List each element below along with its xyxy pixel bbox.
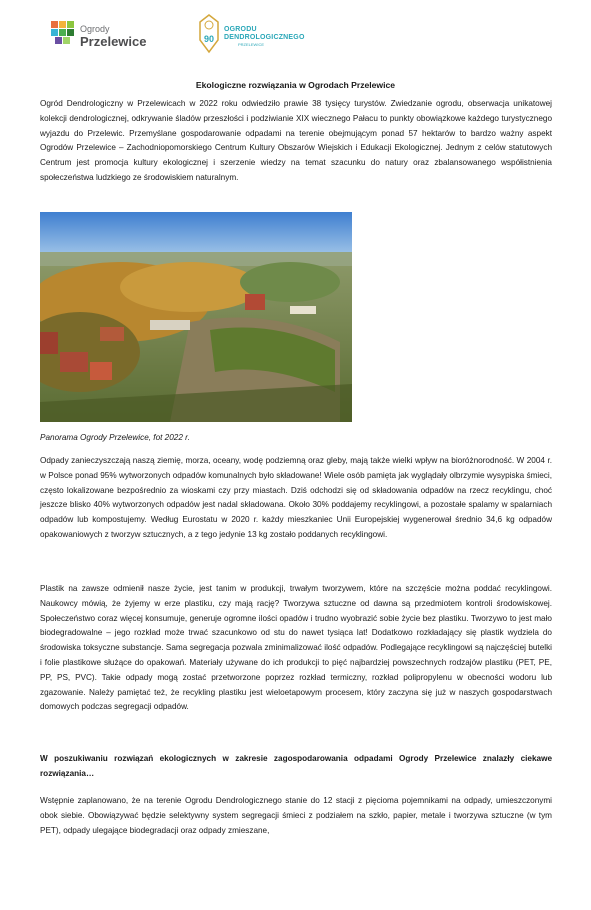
aerial-panorama-image xyxy=(40,212,352,422)
badge-number: 90 xyxy=(203,34,215,44)
logo-line-1: Ogrody xyxy=(80,24,110,34)
paragraph-solutions-heading: W poszukiwaniu rozwiązań ekologicznych w zakresie zagospodarowania odpadami Ogrody Przelewice znalazły ciekawe rozwiązania… xyxy=(40,754,552,778)
tree-logo-icon xyxy=(50,20,76,46)
photo-caption: Panorama Ogrody Przelewice, fot 2022 r. xyxy=(40,433,190,442)
page-header xyxy=(50,14,551,58)
logo-line-2: Przelewice xyxy=(80,34,147,49)
logo2-line-3: PRZELEWICE xyxy=(238,42,265,47)
paragraph-stations: Wstępnie zaplanowano, że na terenie Ogrodu Dendrologicznego stanie do 12 stacji z pięcioma pojemnikami na odpady, umieszczonymi obok siebie. Obowiązywać będzie selektywny system segregacji śmieci z podziałem na szkło, papier, metale i tworzywa sztuczne (w tym PET), odpady ulegające biodegradacji oraz odpady zmieszane, xyxy=(40,796,552,835)
paragraph-waste: Odpady zanieczyszczają naszą ziemię, morza, oceany, wodę podziemną oraz gleby, mają także wielki wpływ na bioróżnorodność. W 2004 r. w Polsce ponad 95% wytworzonych odpadów komunalnych było składowane! Wiele osób pamięta jak wyglądały olbrzymie wysypiska śmieci, często lokalizowane bezpośrednio za wioskami czy przy miastach. Dziś odchodzi się od składowania odpadów na rzecz recyklingu, choć jeszcze blisko 40% wytworzonych odpadów jest nadal składowana. Około 30% poddajemy recyklingowi, a pozostałe spalamy w spalarniach odpadów lub kompostujemy. Według Eurostatu w 2020 r. każdy mieszkaniec Unii Europejskiej wygenerował średnio 34,6 kg odpadów opakowaniowych z tworzyw sztucznych, a z tego jedynie 13 kg zostało poddanych recyklingowi. xyxy=(40,456,552,539)
dendrological-garden-90-logo xyxy=(198,14,328,60)
paragraph-intro: Ogród Dendrologiczny w Przelewicach w 2022 roku odwiedziło prawie 38 tysięcy turystów. Zwiedzanie ogrodu, obserwacja unikatowej kolekcji dendrologicznej, odkrywanie śladów przeszłości i podziwianie XIX wiecznego Pałacu to punkty obowiązkowe każdego turystycznego wyjazdu do Przelewic. Przemyślane gospodarowanie odpadami na terenie obejmującym ponad 57 hektarów to bardzo ważny aspekt Ogrodów Przelewice – Zachodniopomorskiego Centrum Kultury Obszarów Wiejskich i Edukacji Ekologicznej. Jednym z celów statutowych Centrum jest promocja kultury ekologicznej i szerzenie wiedzy na temat szacunku do natury oraz zbalansowanego współistnienia społeczeństwa ludzkiego ze środowiskiem naturalnym. xyxy=(40,99,552,182)
paragraph-plastic: Plastik na zawsze odmienił nasze życie, jest tanim w produkcji, trwałym tworzywem, które na szczęście można poddać recyklingowi. Naukowcy mówią, że żyjemy w erze plastiku, czy mają rację? Tworzywa sztuczne od dawna są przedmiotem kontroli środowiskowej. Społeczeństwo coraz więcej konsumuje, generuje ogromne ilości opadów i trudno wyobrazić sobie życie bez plastiku. Tworzywo to jest mało biodegradowalne – jego rozkład może trwać szacunkowo od stu do nawet tysiąca lat! Dodatkowo rozkładający się plastik wydziela do środowiska toksyczne substancje. Sama segregacja pozwala zminimalizować ilość odpadów. Podlegające recyklingowi są najczęściej butelki i folie plastikowe służące do opakowań. Materiały używane do ich produkcji to pięć najbardziej powszechnych rodzajów plastiku (PET, PE, PP, PS, PVC). Takie odpady mogą zostać przetworzone poprzez rozkład termiczny, rozkład polipropylenu w obecności wodoru lub zgazowanie. Należy pamiętać też, że recykling plastiku jest wieloetapowym procesem, który zaczyna się już w naszych gospodarstwach domowych podczas segregacji odpadów. xyxy=(40,584,552,712)
logo2-line-2: DENDROLOGICZNEGO xyxy=(224,34,305,41)
document-title: Ekologiczne rozwiązania w Ogrodach Przelewice xyxy=(195,80,396,90)
logo2-line-1: OGRODU xyxy=(224,26,257,33)
ogrody-przelewice-logo xyxy=(50,20,160,60)
anniversary-badge-icon xyxy=(198,14,220,54)
panorama-photo xyxy=(40,212,352,422)
